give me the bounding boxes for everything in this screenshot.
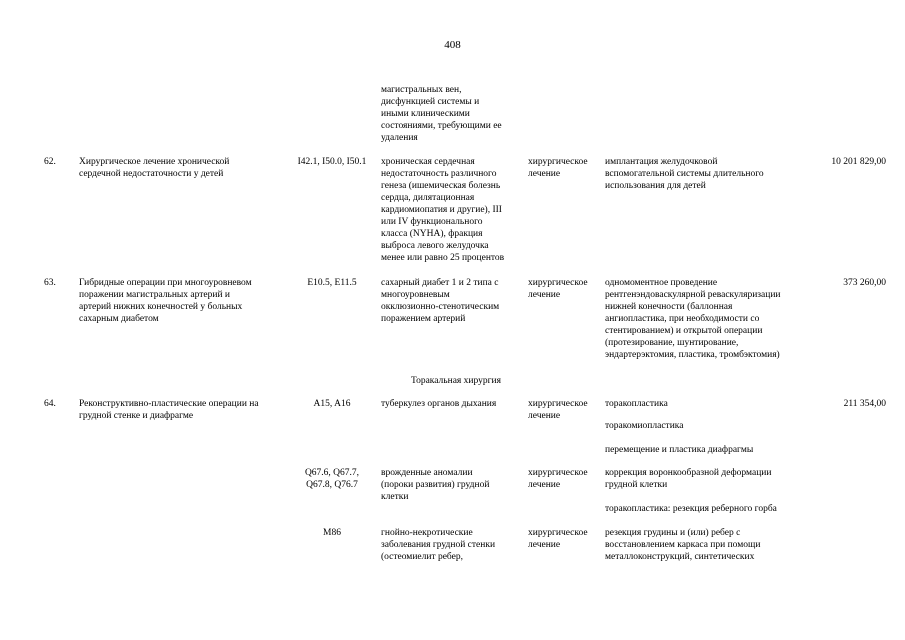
treatment-type: хирургическое лечение [528, 278, 588, 300]
cost-value: 211 354,00 [843, 399, 886, 409]
icd-codes: M86 [323, 528, 341, 538]
treatment-type: хирургическое лечение [528, 468, 588, 490]
row-number: 62. [44, 157, 56, 167]
treatment-type: хирургическое лечение [528, 528, 588, 550]
treatment-type: хирургическое лечение [528, 399, 588, 421]
patient-model: хроническая сердечная недостаточность различного генеза (ишемическая болезнь сердца, дилятационная кардиомиопатия и другие), III или IV функционального класса (NYHA), фракция выброса левого желудочка менее или равно 25 процентов [381, 157, 505, 263]
row-number: 63. [44, 278, 56, 288]
procedure-group-name: Гибридные операции при многоуровневом поражении магистральных артерий и артерий нижних конечностей у больных сахарным диабетом [79, 278, 252, 324]
treatment-method: коррекция воронкообразной деформации грудной клетки [605, 468, 772, 490]
icd-codes: A15, A16 [313, 399, 351, 409]
cost-value: 373 260,00 [843, 278, 886, 288]
patient-model: гнойно-некротические заболевания грудной стенки (остеомиелит ребер, [381, 528, 496, 562]
treatment-method: одномоментное проведение рентгенэндоваскулярной реваскуляризации нижней конечности (баллонная ангиопластика, при необходимости со стентированием) и открытой операции (протезирование, шунтирование, эндартерэктомия, пластика, тромбэктомия) [605, 278, 781, 360]
treatment-method: торакопластика [605, 399, 668, 409]
treatment-method: резекция грудины и (или) ребер с восстановлением каркаса при помощи металлоконструкций, синтетических [605, 528, 761, 562]
treatment-method: торакопластика: резекция реберного горба [605, 504, 777, 514]
procedure-group-name: Реконструктивно-пластические операции на грудной стенке и диафрагме [79, 399, 259, 421]
patient-model: туберкулез органов дыхания [381, 399, 497, 409]
treatment-method: перемещение и пластика диафрагмы [605, 445, 754, 455]
treatment-method: торакомиопластика [605, 421, 684, 431]
icd-codes: E10.5, E11.5 [307, 278, 357, 288]
treatment-type: хирургическое лечение [528, 157, 588, 179]
patient-model: врожденные аномалии (пороки развития) грудной клетки [381, 468, 490, 502]
treatment-method: имплантация желудочковой вспомогательной системы длительного использования для детей [605, 157, 764, 191]
icd-codes: Q67.6, Q67.7, Q67.8, Q76.7 [304, 468, 360, 490]
patient-model: сахарный диабет 1 и 2 типа с многоуровневым окклюзионно-стенотическим поражением артерий [381, 278, 500, 324]
section-title: Торакальная хирургия [410, 376, 501, 386]
page-number: 408 [444, 39, 461, 51]
icd-codes: I42.1, I50.0, I50.1 [297, 157, 367, 167]
row-number: 64. [44, 399, 56, 409]
procedure-group-name: Хирургическое лечение хронической сердечной недостаточности у детей [79, 157, 230, 179]
continuation-patient-text: магистральных вен, дисфункцией системы и иными клиническими состояниями, требующими ее удаления [381, 85, 502, 143]
cost-value: 10 201 829,00 [831, 157, 886, 167]
